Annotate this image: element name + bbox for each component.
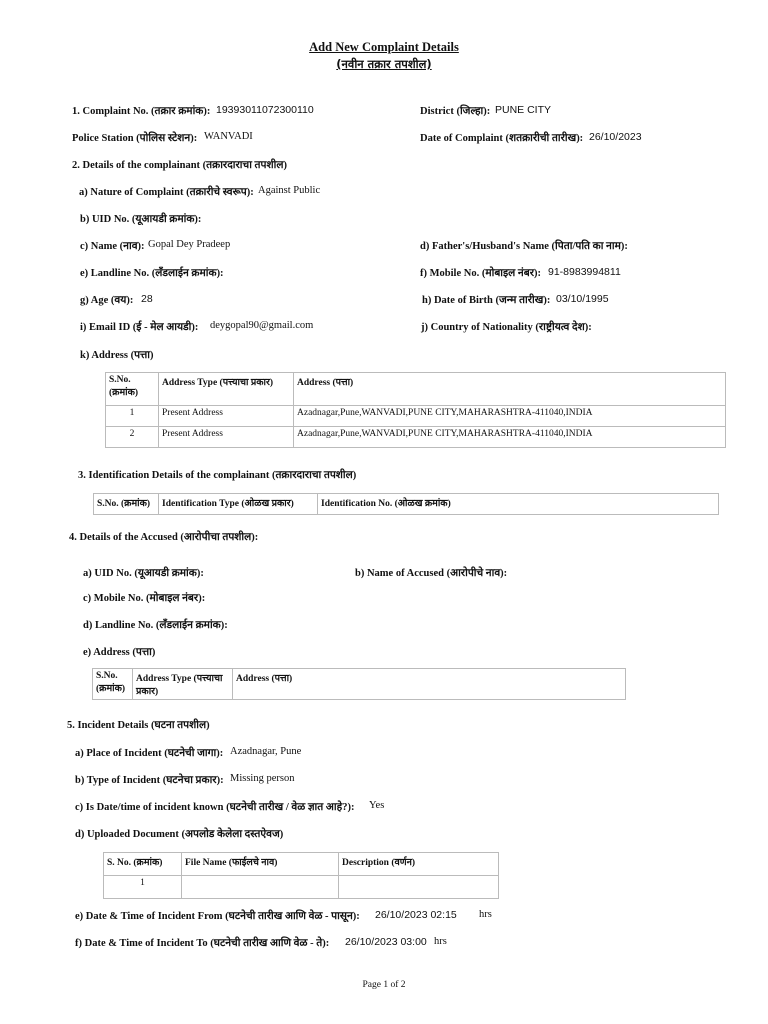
complainant-name-label: c) Name (नाव): [80,241,145,252]
table-cell: Azadnagar,Pune,WANVADI,PUNE CITY,MAHARASHTRA-411040,INDIA [294,406,726,427]
table-cell: Present Address [159,427,294,448]
identification-table [93,493,719,515]
accused-landline-label: d) Landline No. (लँडलाईन क्रमांक): [83,620,228,631]
complainant-mobile-value: 91-8983994811 [548,266,621,278]
page-subtitle: (नवीन तक्रार तपशील) [336,57,432,71]
table-row [106,427,726,448]
complainant-address-table [105,372,726,448]
district-value: PUNE CITY [495,104,552,116]
place-label: a) Place of Incident (घटनेची जागा): [75,748,224,759]
incident-type-label: b) Type of Incident (घटनेचा प्रकार): [75,775,224,786]
nature-value: Against Public [258,185,321,196]
incident-from-value: 26/10/2023 02:15 [375,909,457,921]
complaint-date-value: 26/10/2023 [589,131,642,143]
father-name-label: d) Father's/Husband's Name (पिता/पति का नाम): [420,241,628,252]
table-cell: Azadnagar,Pune,WANVADI,PUNE CITY,MAHARASHTRA-411040,INDIA [294,427,726,448]
police-station-label: Police Station (पोलिस स्टेशन): [72,133,198,144]
table-header-cell: Identification Type (ओळख प्रकार) [159,494,318,515]
table-header-row [94,494,719,515]
table-cell [339,876,499,899]
table-cell [182,876,339,899]
place-value: Azadnagar, Pune [230,746,302,757]
complaint-no-value: 19393011072300110 [216,104,314,116]
accused-address-label: e) Address (पत्ता) [83,647,156,658]
table-header-cell: Description (वर्णन) [339,853,499,876]
table-cell: 1 [104,876,182,899]
table-header-cell: Address Type (पत्त्याचा प्रकार) [133,669,233,700]
complaint-no-label: 1. Complaint No. (तक्रार क्रमांक): [72,106,211,117]
age-value: 28 [141,293,153,305]
table-cell: 2 [106,427,159,448]
uploaded-doc-table [103,852,499,899]
time-known-value: Yes [369,800,385,811]
table-header-cell: S. No. (क्रमांक) [104,853,182,876]
complainant-name-value: Gopal Dey Pradeep [148,239,231,250]
complainant-uid-label: b) UID No. (यूआयडी क्रमांक): [80,214,202,225]
police-station-value: WANVADI [204,131,253,142]
incident-from-label: e) Date & Time of Incident From (घटनेची तारीख आणि वेळ - पासून): [75,911,360,922]
table-row [106,406,726,427]
complainant-landline-label: e) Landline No. (लँडलाईन क्रमांक): [80,268,224,279]
table-header-cell: Address (पत्ता) [233,669,626,700]
table-header-cell: S.No. (क्रमांक) [94,494,159,515]
incident-to-value: 26/10/2023 03:00 [345,936,427,948]
accused-uid-label: a) UID No. (यूआयडी क्रमांक): [83,568,204,579]
accused-section-heading: 4. Details of the Accused (आरोपीचा तपशील): [69,532,259,543]
incident-to-label: f) Date & Time of Incident To (घटनेची तारीख आणि वेळ - ते): [75,938,330,949]
complainant-section-heading: 2. Details of the complainant (तक्रारदाराचा तपशील) [72,160,287,171]
email-label: i) Email ID (ई - मेल आयडी): [80,322,199,333]
table-header-row [104,853,499,876]
table-header-cell: File Name (फाईलचे नाव) [182,853,339,876]
table-header-cell: Address Type (पत्त्याचा प्रकार) [159,373,294,406]
accused-address-table [92,668,626,700]
table-header-cell: Identification No. (ओळख क्रमांक) [318,494,719,515]
table-row [104,876,499,899]
district-label: District (जिल्हा): [420,106,491,117]
email-value: deygopal90@gmail.com [210,320,314,331]
page-number: Page 1 of 2 [362,980,406,990]
country-label: j) Country of Nationality (राष्ट्रीयत्व देश): [421,322,592,333]
identification-section-heading: 3. Identification Details of the complainant (तक्रारदाराचा तपशील) [78,470,357,481]
uploaded-doc-label: d) Uploaded Document (अपलोड केलेला दस्तऐवज) [75,829,284,840]
table-cell: 1 [106,406,159,427]
nature-label: a) Nature of Complaint (तक्रारीचे स्वरूप): [79,187,254,198]
time-known-label: c) Is Date/time of incident known (घटनेची तारीख / वेळ ज्ञात आहे?): [75,802,355,813]
page-title: Add New Complaint Details [309,40,459,54]
complainant-mobile-label: f) Mobile No. (मोबाइल नंबर): [420,268,542,279]
dob-value: 03/10/1995 [556,293,609,305]
incident-type-value: Missing person [230,773,295,784]
age-label: g) Age (वय): [80,295,134,306]
table-header-cell: S.No. (क्रमांक) [106,373,159,406]
accused-name-label: b) Name of Accused (आरोपीचे नाव): [355,568,508,579]
table-cell: Present Address [159,406,294,427]
table-header-row [93,669,626,700]
incident-from-unit: hrs [479,909,492,920]
incident-to-unit: hrs [434,936,447,947]
complaint-date-label: Date of Complaint (शतक्रारीची तारीख): [420,133,584,144]
complainant-address-label: k) Address (पत्ता) [80,350,154,361]
accused-mobile-label: c) Mobile No. (मोबाइल नंबर): [83,593,206,604]
table-header-cell: S.No. (क्रमांक) [93,669,133,700]
table-header-row [106,373,726,406]
incident-section-heading: 5. Incident Details (घटना तपशील) [67,720,210,731]
table-header-cell: Address (पत्ता) [294,373,726,406]
dob-label: h) Date of Birth (जन्म तारीख): [422,295,551,306]
